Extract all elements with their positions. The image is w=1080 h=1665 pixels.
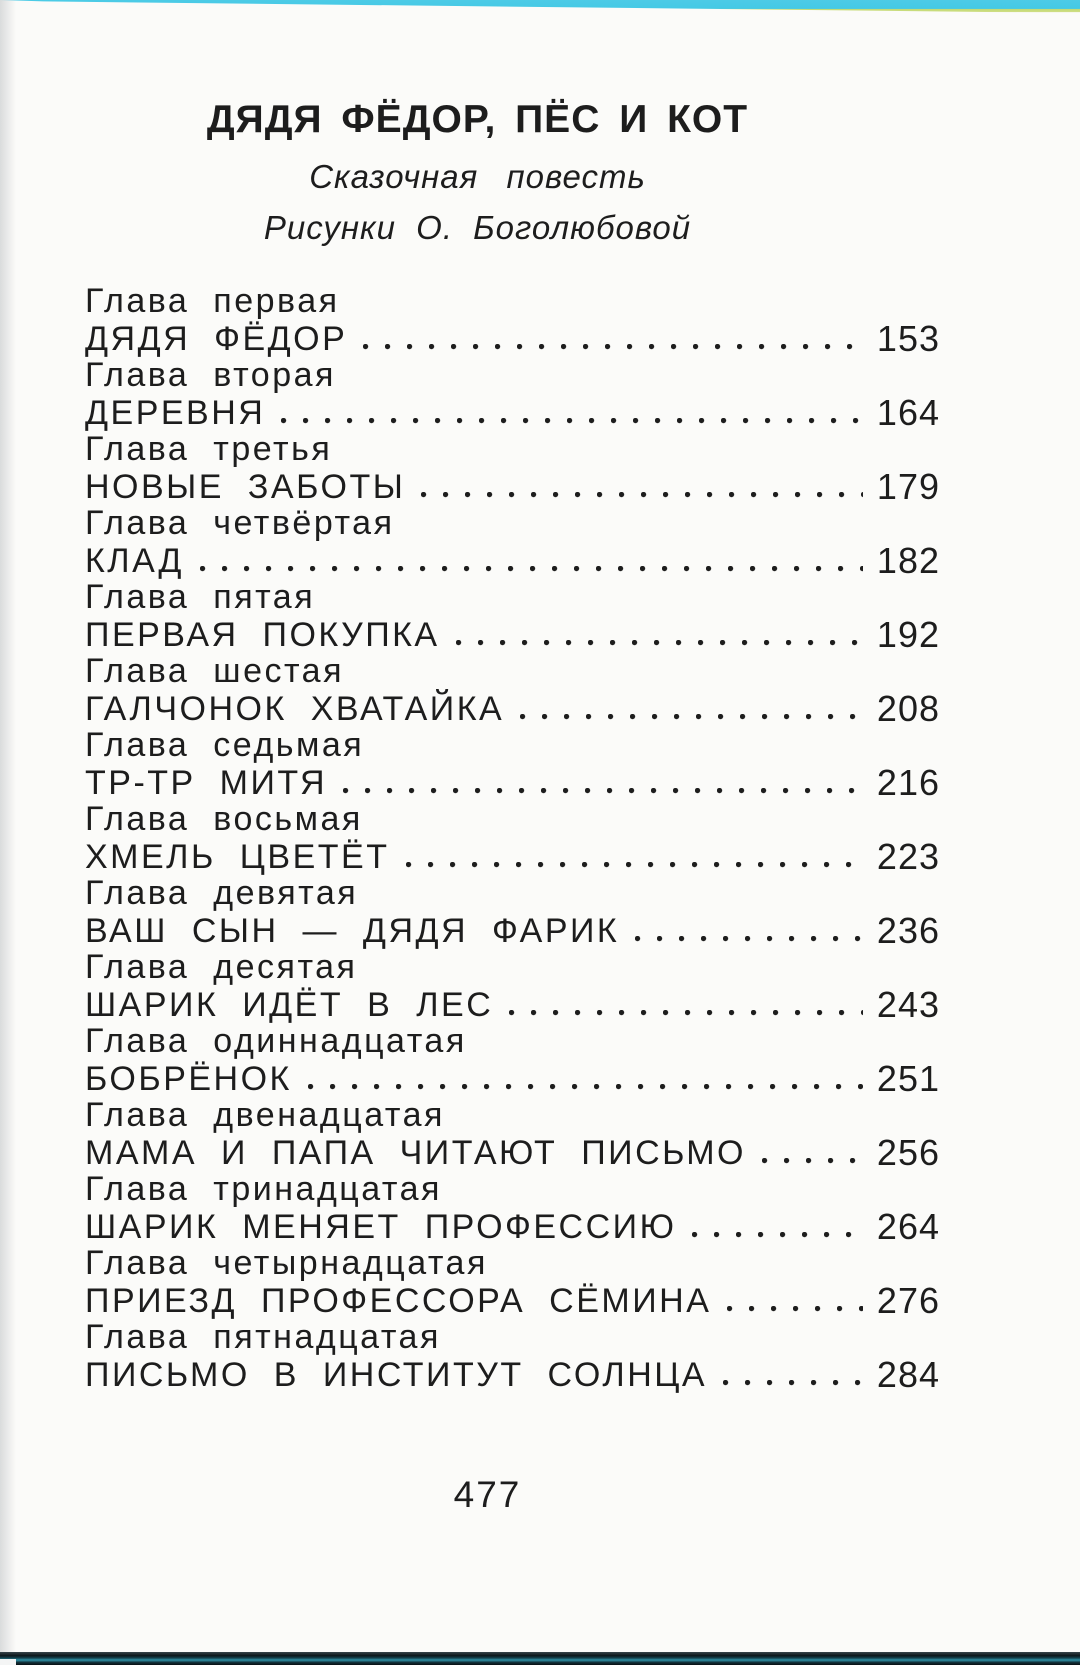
toc-dot-leader	[281, 418, 863, 424]
toc-chapter-title: КЛАД	[85, 542, 184, 580]
toc-chapter-line	[85, 542, 940, 579]
toc-chapter-label: Глава тринадцатая	[85, 1170, 442, 1208]
toc-entry	[85, 1097, 940, 1171]
toc-page-number: 256	[876, 1132, 940, 1173]
toc-page-number: 223	[876, 836, 940, 877]
toc-page-number: 153	[876, 318, 940, 359]
page-number: 477	[453, 1474, 522, 1515]
toc-chapter-label: Глава девятая	[85, 874, 359, 912]
toc-chapter-title: БОБРЁНОК	[85, 1060, 292, 1098]
toc-page-number: 216	[876, 762, 940, 803]
toc-entry	[85, 579, 940, 653]
toc-page-number: 236	[876, 910, 940, 951]
scan-bottom-left-notch	[0, 1659, 16, 1665]
book-title: ДЯДЯ ФЁДОР, ПЁС И КОТ	[206, 98, 749, 141]
toc-chapter-line	[85, 394, 940, 431]
toc-chapter-label: Глава четырнадцатая	[85, 1244, 488, 1282]
toc-chapter-label: Глава третья	[85, 430, 333, 468]
toc-chapter-title: ПИСЬМО В ИНСТИТУТ СОЛНЦА	[85, 1356, 708, 1394]
toc-dot-leader	[509, 1010, 863, 1016]
toc-chapter-line	[85, 1356, 940, 1393]
toc-dot-leader	[635, 936, 863, 942]
toc-entry	[85, 357, 940, 431]
toc-chapter-title: ТР-ТР МИТЯ	[85, 764, 327, 802]
toc-page-number: 192	[876, 614, 940, 655]
toc-chapter-line	[85, 468, 940, 505]
toc-dot-leader	[727, 1306, 863, 1312]
toc-chapter-label: Глава седьмая	[85, 726, 365, 764]
toc-chapter-title: ГАЛЧОНОК ХВАТАЙКА	[85, 690, 505, 728]
toc-chapter-label: Глава десятая	[85, 948, 358, 986]
toc-entry	[85, 1245, 940, 1319]
toc-chapter-label: Глава двенадцатая	[85, 1096, 445, 1134]
toc-entry	[85, 727, 940, 801]
toc-page-number: 243	[876, 984, 940, 1025]
book-subtitle: Сказочная повесть	[309, 158, 646, 195]
toc-page-number: 164	[876, 392, 940, 433]
toc-chapter-title: МАМА И ПАПА ЧИТАЮТ ПИСЬМО	[85, 1134, 746, 1172]
toc-page-number: 179	[876, 466, 940, 507]
toc-chapter-label: Глава первая	[85, 282, 340, 320]
toc-entry	[85, 653, 940, 727]
toc-chapter-label: Глава одиннадцатая	[85, 1022, 467, 1060]
toc-entry	[85, 1171, 940, 1245]
toc-list	[85, 283, 940, 1393]
toc-chapter-title: ВАШ СЫН — ДЯДЯ ФАРИК	[85, 912, 620, 950]
toc-chapter-title: НОВЫЕ ЗАБОТЫ	[85, 468, 406, 506]
toc-chapter-title: ПРИЕЗД ПРОФЕССОРА СЁМИНА	[85, 1282, 712, 1320]
toc-page-number: 284	[876, 1354, 940, 1395]
toc-page-number: 276	[876, 1280, 940, 1321]
toc-entry	[85, 875, 940, 949]
toc-chapter-line	[85, 986, 940, 1023]
toc-chapter-title: ДЕРЕВНЯ	[85, 394, 266, 432]
toc-dot-leader	[406, 862, 863, 868]
scan-left-edge-shadow	[0, 0, 16, 1665]
toc-chapter-label: Глава пятнадцатая	[85, 1318, 441, 1356]
toc-chapter-line	[85, 690, 940, 727]
toc-chapter-line	[85, 320, 940, 357]
toc-dot-leader	[692, 1232, 862, 1238]
toc-dot-leader	[723, 1380, 863, 1386]
toc-dot-leader	[520, 714, 863, 720]
toc-dot-leader	[456, 640, 863, 646]
illustrator-credit: Рисунки О. Боголюбовой	[263, 209, 692, 246]
toc-entry	[85, 1023, 940, 1097]
toc-dot-leader	[200, 566, 863, 572]
toc-chapter-line	[85, 1208, 940, 1245]
toc-chapter-line	[85, 1282, 940, 1319]
toc-entry	[85, 801, 940, 875]
book-heading	[60, 96, 895, 247]
toc-page-number: 208	[876, 688, 940, 729]
toc-chapter-line	[85, 616, 940, 653]
toc-chapter-label: Глава вторая	[85, 356, 336, 394]
toc-dot-leader	[762, 1158, 863, 1164]
toc-chapter-line	[85, 1134, 940, 1171]
scan-top-edge	[0, 0, 1080, 14]
toc-dot-leader	[363, 344, 863, 350]
scan-bottom-edge	[0, 1652, 1080, 1665]
toc-page-number: 251	[876, 1058, 940, 1099]
toc-chapter-label: Глава пятая	[85, 578, 316, 616]
toc-dot-leader	[421, 492, 863, 498]
toc-entry	[85, 505, 940, 579]
toc-chapter-label: Глава шестая	[85, 652, 344, 690]
toc-chapter-line	[85, 1060, 940, 1097]
toc-dot-leader	[343, 788, 863, 794]
toc-chapter-title: ХМЕЛЬ ЦВЕТЁТ	[85, 838, 390, 876]
toc-entry	[85, 283, 940, 357]
toc-chapter-line	[85, 838, 940, 875]
toc-chapter-line	[85, 912, 940, 949]
toc-chapter-line	[85, 764, 940, 801]
toc-chapter-label: Глава четвёртая	[85, 504, 395, 542]
toc-chapter-title: ПЕРВАЯ ПОКУПКА	[85, 616, 440, 654]
toc-chapter-title: ДЯДЯ ФЁДОР	[85, 320, 348, 358]
toc-entry	[85, 431, 940, 505]
toc-entry	[85, 949, 940, 1023]
toc-page-number: 182	[876, 540, 940, 581]
toc-chapter-title: ШАРИК МЕНЯЕТ ПРОФЕССИЮ	[85, 1208, 677, 1246]
toc-entry	[85, 1319, 940, 1393]
toc-chapter-label: Глава восьмая	[85, 800, 363, 838]
toc-dot-leader	[308, 1084, 863, 1090]
toc-chapter-title: ШАРИК ИДЁТ В ЛЕС	[85, 986, 494, 1024]
toc-page-number: 264	[876, 1206, 940, 1247]
